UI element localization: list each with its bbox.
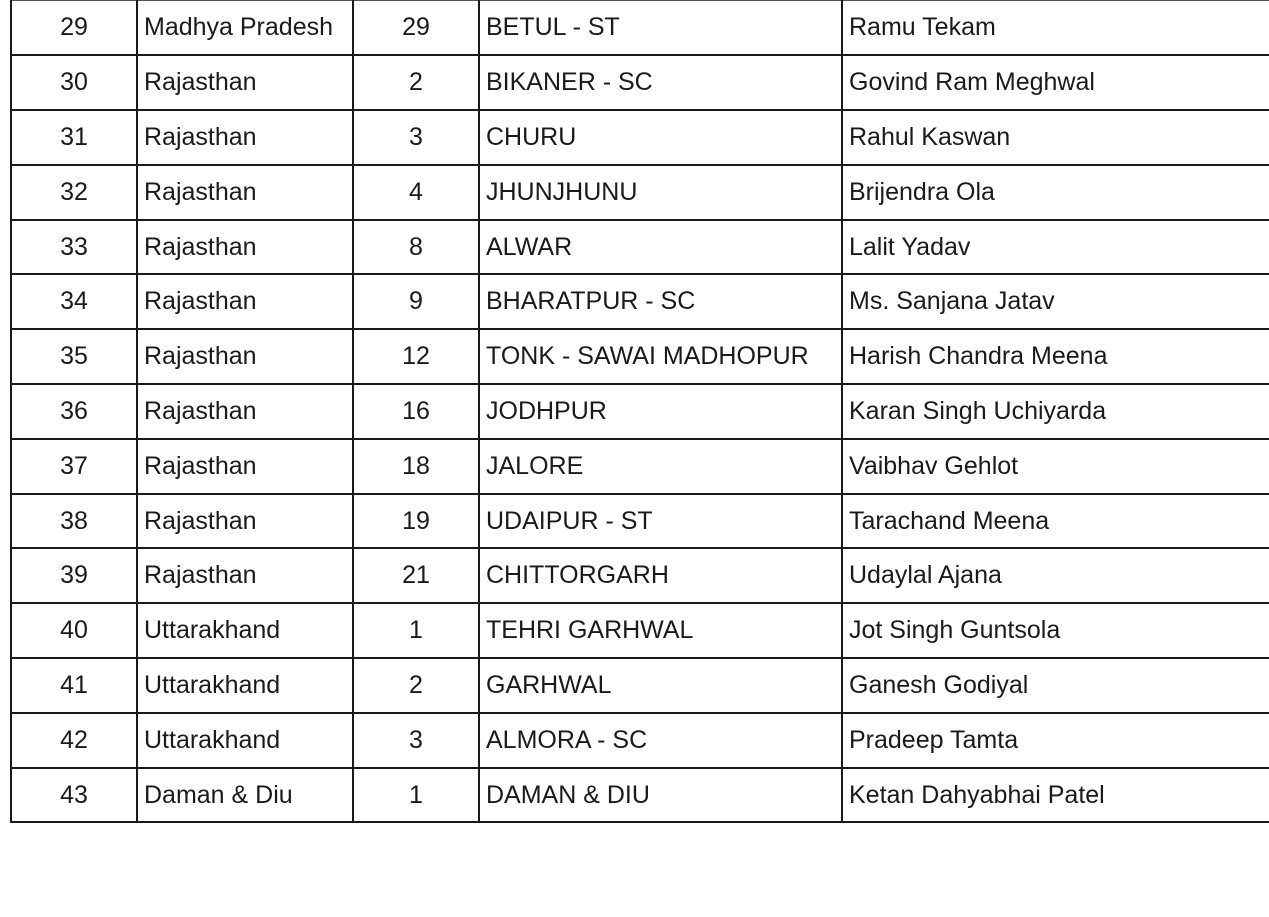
constituency-number-cell: 19 bbox=[353, 494, 479, 549]
constituency-name-cell: BETUL - ST bbox=[479, 1, 842, 56]
state-cell: Rajasthan bbox=[137, 329, 353, 384]
table-row bbox=[11, 220, 1269, 275]
table-row bbox=[11, 165, 1269, 220]
state-cell: Rajasthan bbox=[137, 220, 353, 275]
candidate-name-cell: Pradeep Tamta bbox=[842, 713, 1269, 768]
state-cell: Rajasthan bbox=[137, 439, 353, 494]
state-cell: Rajasthan bbox=[137, 548, 353, 603]
table-row bbox=[11, 603, 1269, 658]
constituency-number-cell: 1 bbox=[353, 603, 479, 658]
constituency-name-cell: CHITTORGARH bbox=[479, 548, 842, 603]
state-cell: Uttarakhand bbox=[137, 658, 353, 713]
candidate-name-cell: Brijendra Ola bbox=[842, 165, 1269, 220]
state-cell: Uttarakhand bbox=[137, 713, 353, 768]
table-row bbox=[11, 384, 1269, 439]
candidate-name-cell: Ramu Tekam bbox=[842, 1, 1269, 56]
constituency-number-cell: 2 bbox=[353, 658, 479, 713]
serial-number-cell: 37 bbox=[11, 439, 137, 494]
constituency-number-cell: 8 bbox=[353, 220, 479, 275]
constituency-name-cell: TONK - SAWAI MADHOPUR bbox=[479, 329, 842, 384]
serial-number-cell: 30 bbox=[11, 55, 137, 110]
state-cell: Rajasthan bbox=[137, 165, 353, 220]
table-row bbox=[11, 768, 1269, 823]
candidate-name-cell: Ganesh Godiyal bbox=[842, 658, 1269, 713]
candidate-name-cell: Ms. Sanjana Jatav bbox=[842, 274, 1269, 329]
constituency-number-cell: 9 bbox=[353, 274, 479, 329]
candidate-name-cell: Ketan Dahyabhai Patel bbox=[842, 768, 1269, 823]
state-cell: Rajasthan bbox=[137, 494, 353, 549]
table-row bbox=[11, 55, 1269, 110]
candidate-name-cell: Vaibhav Gehlot bbox=[842, 439, 1269, 494]
serial-number-cell: 29 bbox=[11, 1, 137, 56]
constituency-number-cell: 21 bbox=[353, 548, 479, 603]
table-row bbox=[11, 1, 1269, 56]
serial-number-cell: 34 bbox=[11, 274, 137, 329]
table-row bbox=[11, 713, 1269, 768]
state-cell: Rajasthan bbox=[137, 384, 353, 439]
constituency-number-cell: 4 bbox=[353, 165, 479, 220]
table-row bbox=[11, 494, 1269, 549]
constituency-name-cell: BIKANER - SC bbox=[479, 55, 842, 110]
candidate-list-table bbox=[10, 0, 1269, 823]
constituency-number-cell: 3 bbox=[353, 110, 479, 165]
constituency-number-cell: 29 bbox=[353, 1, 479, 56]
serial-number-cell: 40 bbox=[11, 603, 137, 658]
constituency-number-cell: 1 bbox=[353, 768, 479, 823]
state-cell: Rajasthan bbox=[137, 110, 353, 165]
candidate-name-cell: Harish Chandra Meena bbox=[842, 329, 1269, 384]
serial-number-cell: 32 bbox=[11, 165, 137, 220]
candidate-name-cell: Karan Singh Uchiyarda bbox=[842, 384, 1269, 439]
serial-number-cell: 33 bbox=[11, 220, 137, 275]
state-cell: Uttarakhand bbox=[137, 603, 353, 658]
constituency-number-cell: 18 bbox=[353, 439, 479, 494]
serial-number-cell: 41 bbox=[11, 658, 137, 713]
serial-number-cell: 39 bbox=[11, 548, 137, 603]
state-cell: Madhya Pradesh bbox=[137, 1, 353, 56]
state-cell: Daman & Diu bbox=[137, 768, 353, 823]
table-row bbox=[11, 658, 1269, 713]
candidate-name-cell: Udaylal Ajana bbox=[842, 548, 1269, 603]
serial-number-cell: 38 bbox=[11, 494, 137, 549]
constituency-number-cell: 16 bbox=[353, 384, 479, 439]
table-row bbox=[11, 274, 1269, 329]
state-cell: Rajasthan bbox=[137, 55, 353, 110]
constituency-number-cell: 3 bbox=[353, 713, 479, 768]
table-row bbox=[11, 110, 1269, 165]
constituency-name-cell: DAMAN & DIU bbox=[479, 768, 842, 823]
serial-number-cell: 36 bbox=[11, 384, 137, 439]
constituency-number-cell: 2 bbox=[353, 55, 479, 110]
state-cell: Rajasthan bbox=[137, 274, 353, 329]
constituency-name-cell: ALMORA - SC bbox=[479, 713, 842, 768]
constituency-number-cell: 12 bbox=[353, 329, 479, 384]
candidate-name-cell: Lalit Yadav bbox=[842, 220, 1269, 275]
serial-number-cell: 42 bbox=[11, 713, 137, 768]
candidate-name-cell: Tarachand Meena bbox=[842, 494, 1269, 549]
candidate-name-cell: Govind Ram Meghwal bbox=[842, 55, 1269, 110]
serial-number-cell: 31 bbox=[11, 110, 137, 165]
candidate-list-body bbox=[11, 1, 1269, 823]
constituency-name-cell: BHARATPUR - SC bbox=[479, 274, 842, 329]
constituency-name-cell: UDAIPUR - ST bbox=[479, 494, 842, 549]
constituency-name-cell: JALORE bbox=[479, 439, 842, 494]
constituency-name-cell: GARHWAL bbox=[479, 658, 842, 713]
candidate-name-cell: Rahul Kaswan bbox=[842, 110, 1269, 165]
table-row bbox=[11, 329, 1269, 384]
constituency-name-cell: JHUNJHUNU bbox=[479, 165, 842, 220]
candidate-name-cell: Jot Singh Guntsola bbox=[842, 603, 1269, 658]
serial-number-cell: 35 bbox=[11, 329, 137, 384]
constituency-name-cell: JODHPUR bbox=[479, 384, 842, 439]
constituency-name-cell: TEHRI GARHWAL bbox=[479, 603, 842, 658]
constituency-name-cell: ALWAR bbox=[479, 220, 842, 275]
serial-number-cell: 43 bbox=[11, 768, 137, 823]
table-row bbox=[11, 548, 1269, 603]
constituency-name-cell: CHURU bbox=[479, 110, 842, 165]
table-row bbox=[11, 439, 1269, 494]
